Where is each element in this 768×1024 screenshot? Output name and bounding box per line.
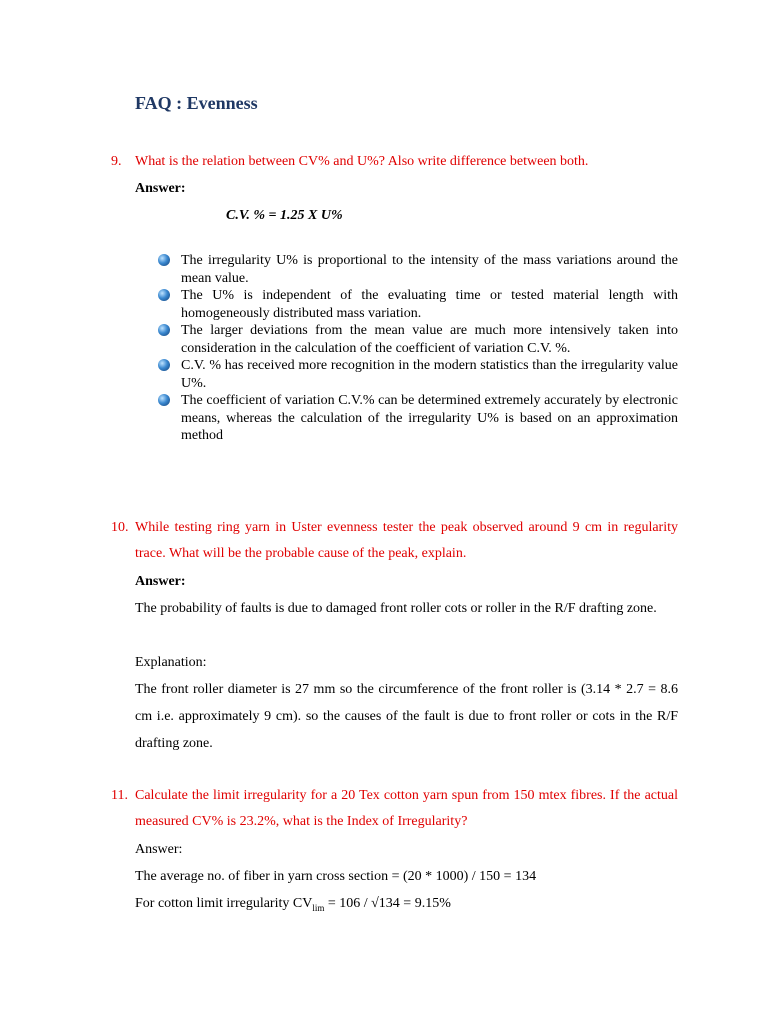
question-11-text: Calculate the limit irregularity for a 20 Tex cotton yarn spun from 150 mtex fibres. If the actual measured CV% is 23.2%, what is the Index of Irregularity? bbox=[135, 788, 678, 829]
question-11-number: 11. bbox=[111, 788, 128, 803]
answer-11-line-2 bbox=[135, 896, 451, 913]
list-item bbox=[158, 392, 678, 445]
bullet-text: The coefficient of variation C.V.% can be determined extremely accurately by electronic means, whereas the calculation of the irregularity U% is based on an approximation method bbox=[181, 393, 678, 443]
bullet-icon bbox=[158, 394, 170, 406]
bullet-text: The larger deviations from the mean value are much more intensively taken into consideration in the calculation of the coefficient of variation C.V. %. bbox=[181, 323, 678, 356]
answer-10-label: Answer: bbox=[135, 574, 186, 589]
question-10-text: While testing ring yarn in Uster evenness tester the peak observed around 9 cm in regularity trace. What will be the probable cause of the peak, explain. bbox=[135, 520, 678, 561]
bullet-text: The U% is independent of the evaluating time or tested material length with homogeneously distributed mass variation. bbox=[181, 288, 678, 321]
page-title: FAQ : Evenness bbox=[135, 93, 258, 113]
explanation-label: Explanation: bbox=[135, 655, 207, 670]
limit-irregularity-value: = 106 / √134 = 9.15% bbox=[324, 896, 451, 911]
question-10-number: 10. bbox=[111, 520, 129, 535]
list-item bbox=[158, 287, 678, 322]
answer-11-line-1: The average no. of fiber in yarn cross section = (20 * 1000) / 150 = 134 bbox=[135, 869, 537, 884]
bullet-text: C.V. % has received more recognition in the modern statistics than the irregularity value U%. bbox=[181, 358, 678, 391]
list-item bbox=[158, 357, 678, 392]
bullet-list bbox=[158, 252, 678, 445]
formula: C.V. % = 1.25 X U% bbox=[226, 208, 343, 223]
bullet-icon bbox=[158, 289, 170, 301]
list-item bbox=[158, 252, 678, 287]
bullet-icon bbox=[158, 359, 170, 371]
bullet-icon bbox=[158, 254, 170, 266]
question-9-text: What is the relation between CV% and U%? Also write difference between both. bbox=[135, 154, 589, 169]
explanation-text: The front roller diameter is 27 mm so the circumference of the front roller is (3.14 * 2.7 = 8.6 cm i.e. approximately 9 cm). so the causes of the fault is due to front roller or cots in the R/F drafting zone. bbox=[135, 682, 678, 751]
list-item bbox=[158, 322, 678, 357]
bullet-icon bbox=[158, 324, 170, 336]
answer-9-label: Answer: bbox=[135, 181, 186, 196]
answer-10-text: The probability of faults is due to damaged front roller cots or roller in the R/F drafting zone. bbox=[135, 601, 657, 616]
limit-irregularity-prefix: For cotton limit irregularity CV bbox=[135, 896, 313, 911]
answer-11-label: Answer: bbox=[135, 842, 183, 857]
bullet-text: The irregularity U% is proportional to the intensity of the mass variations around the mean value. bbox=[181, 253, 678, 286]
question-9-number: 9. bbox=[111, 154, 122, 169]
limit-subscript: lim bbox=[312, 902, 325, 913]
